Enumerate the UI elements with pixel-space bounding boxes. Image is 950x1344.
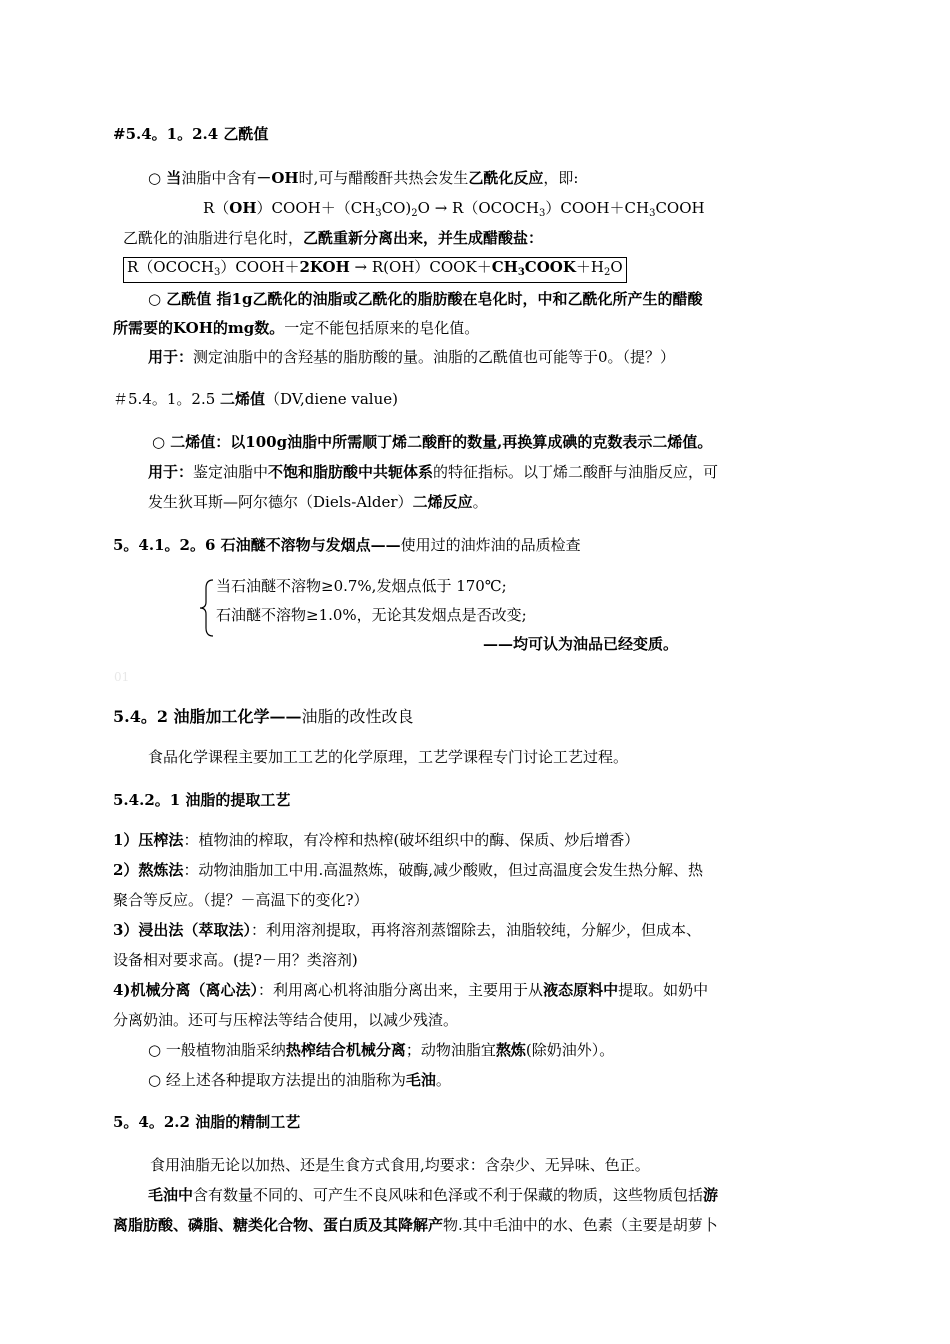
extraction-method-2-line2: 聚合等反应。（提？－高温下的变化?） bbox=[113, 891, 369, 909]
section-heading-petroleum-ether: 5。4.1。2。6 石油醚不溶物与发烟点——使用过的油炸油的品质检查 bbox=[113, 536, 581, 554]
spoilage-condition-1: 当石油醚不溶物≥0.7%,发烟点低于 170℃; bbox=[216, 577, 507, 595]
diene-value-usage-line1: 用于：鉴定油脂中不饱和脂肪酸中共轭体系的特征指标。以丁烯二酸酐与油脂反应，可 bbox=[148, 463, 719, 481]
extraction-note-1: ○ 一般植物油脂采纳热榨结合机械分离；动物油脂宜熬炼(除奶油外）。 bbox=[148, 1041, 615, 1059]
extraction-note-2: ○ 经上述各种提取方法提出的油脂称为毛油。 bbox=[148, 1071, 451, 1089]
section-heading-acetyl-value: #5.4。1。2.4 乙酰值 bbox=[113, 125, 269, 143]
extraction-method-1: 1）压榨法：植物油的榨取，有冷榨和热榨(破坏组织中的酶、保质、炒后增香） bbox=[113, 831, 640, 849]
paragraph-crude-oil-line2: 离脂肪酸、磷脂、糖类化合物、蛋白质及其降解产物.其中毛油中的水、色素（主要是胡萝卜 bbox=[113, 1216, 718, 1234]
definition-acetyl-value-line2: 所需要的KOH的mg数。一定不能包括原来的皂化值。 bbox=[113, 319, 480, 337]
equation-acetylation: $R(OH)COOH+(CH_3CO)_2O$ → $R(OCOCH_3)COOH+CH_3COOH$ bbox=[203, 199, 705, 219]
extraction-method-3-line2: 设备相对要求高。(提?－用？类溶剂) bbox=[113, 951, 358, 969]
extraction-method-4-line2: 分离奶油。还可与压榨法等结合使用，以减少残渣。 bbox=[113, 1011, 459, 1029]
paragraph-course-intro: 食品化学课程主要加工工艺的化学原理，工艺学课程专门讨论工艺过程。 bbox=[148, 748, 629, 766]
faint-mark: 01 bbox=[114, 670, 130, 684]
paragraph-crude-oil-line1: 毛油中含有数量不同的、可产生不良风味和色泽或不利于保藏的物质，这些物质包括游 bbox=[148, 1186, 719, 1204]
equation-saponification: $R(OCOCH_3)COOH+2KOH$ → $R(OH)COOK+CH_3COOK+H_2O$ bbox=[123, 256, 627, 283]
diene-value-usage-line2: 发生狄耳斯—阿尔德尔（Diels-Alder）二烯反应。 bbox=[148, 493, 488, 511]
section-heading-oil-processing: 5.4。2 油脂加工化学——油脂的改性改良 bbox=[113, 707, 414, 726]
section-heading-diene-value: ＃5.4。1。2.5 二烯值（DV,diene value) bbox=[113, 390, 398, 408]
section-heading-extraction: 5.4.2。1 油脂的提取工艺 bbox=[113, 791, 291, 809]
spoilage-condition-2: 石油醚不溶物≥1.0%，无论其发烟点是否改变; bbox=[216, 606, 527, 624]
extraction-method-4-line1: 4)机械分离（离心法）：利用离心机将油脂分离出来，主要用于从液态原料中提取。如奶中 bbox=[113, 981, 709, 999]
paragraph-refining-requirements: 食用油脂无论以加热、还是生食方式食用,均要求：含杂少、无异味、色正。 bbox=[150, 1156, 650, 1174]
paragraph-saponification: 乙酰化的油脂进行皂化时，乙酰重新分离出来，并生成醋酸盐： bbox=[123, 229, 544, 247]
extraction-method-3-line1: 3）浸出法（萃取法）：利用溶剂提取，再将溶剂蒸馏除去，油脂较纯，分解少，但成本、 bbox=[113, 921, 701, 939]
paragraph-acetylation: ○ 当油脂中含有－OH时,可与醋酸酐共热会发生乙酰化反应，即: bbox=[148, 169, 579, 187]
spoilage-conclusion: ——均可认为油品已经变质。 bbox=[483, 635, 679, 653]
curly-brace bbox=[198, 578, 216, 638]
section-heading-refining: 5。4。2.2 油脂的精制工艺 bbox=[113, 1113, 301, 1131]
definition-acetyl-value-line1: ○ 乙酰值 指1g乙酰化的油脂或乙酰化的脂肪酸在皂化时，中和乙酰化所产生的醋酸 bbox=[148, 290, 703, 308]
extraction-method-2-line1: 2）熬炼法：动物油脂加工中用.高温熬炼，破酶,减少酸败，但过高温度会发生热分解、热 bbox=[113, 861, 703, 879]
acetyl-value-usage: 用于：测定油脂中的含羟基的脂肪酸的量。油脂的乙酰值也可能等于0。（提？） bbox=[148, 348, 676, 366]
definition-diene-value: ○ 二烯值：以100g油脂中所需顺丁烯二酸酐的数量,再换算成碘的克数表示二烯值。 bbox=[152, 433, 713, 451]
